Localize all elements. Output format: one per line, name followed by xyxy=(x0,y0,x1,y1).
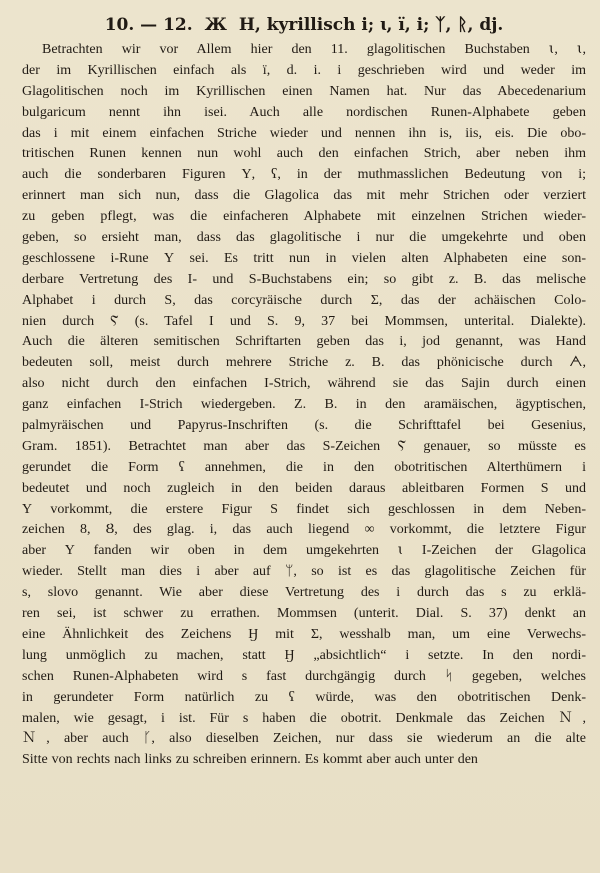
text-line: eine Ähnlichkeit des Zeichens Ӈ mit Σ, wesshalb man, um eine Verwechs- xyxy=(22,626,586,642)
text-line: Sitte von rechts nach links zu schreiben erinnern. Es kommt aber auch unter den xyxy=(22,752,478,768)
heading-letter-variants: H, kyrillisch i; ꙇ, ї, i; ᛉ, ᚱ, dj. xyxy=(238,15,504,35)
text-line: in gerundeter Form natürlich zu ʕ würde, was den obotritischen Denk- xyxy=(22,689,586,705)
text-line: malen, wie gesagt, i ist. Für s haben die obotrit. Denkmale das Zeichen Ｎ, xyxy=(22,710,586,726)
text-line: Ｎ, aber auch ᚴ, also dieselben Zeichen, nur dass sie wiederum an die alte xyxy=(22,731,586,747)
text-line: bulgaricum nennt ihn isei. Auch alle nordischen Runen-Alphabete geben xyxy=(22,104,586,120)
text-line: derbare Vertretung des I- und S-Buchstabens ein; so gibt z. B. das melische xyxy=(22,271,586,287)
text-line: schen Runen-Alphabeten wird s fast durchgängig durch ᛋ gegeben, welches xyxy=(22,668,586,684)
body-paragraph xyxy=(22,40,586,771)
text-line: tritischen Runen kennen nun wohl auch den einfachen Strich, aber neben ihm xyxy=(22,146,586,162)
text-line: also nicht durch den einfachen I-Strich, während sie das Sajin durch einen xyxy=(22,376,586,392)
text-line: der im Kyrillischen einfach als ї, d. i. i geschrieben wird und weder im xyxy=(22,62,586,78)
text-line: zeichen 8, Ȣ, des glag. i, das auch liegend ∞ vorkommt, die letztere Figur xyxy=(22,522,586,538)
text-line: aber Ү fanden wir oben in dem umgekehrten ꙇ I-Zeichen der Glagolica xyxy=(22,543,586,559)
text-line: ren sei, ist schwer zu errathen. Mommsen (unterit. Dial. S. 37) denkt an xyxy=(22,606,586,622)
section-heading xyxy=(22,12,586,38)
text-line: geben, so ersieht man, dass das glagolitische i nur die umgekehrte und oben xyxy=(22,230,586,246)
glagolitic-izhe-glyph: Ж xyxy=(204,15,227,35)
text-line: Ү vorkommt, die erstere Figur S findet sich geschlossen in dem Neben- xyxy=(22,501,586,517)
text-line: palmyräischen und Papyrus-Inschriften (s. die Schrifttafel bei Gesenius, xyxy=(22,418,586,434)
text-line: lung unmöglich zu machen, statt Ӈ „absichtlich“ i setzte. In den nordi- xyxy=(22,647,586,663)
section-number: 10. — 12. xyxy=(104,15,193,35)
text-line: auch die sonderbaren Figuren Ү, ʕ, in der muthmasslichen Bedeutung von i; xyxy=(22,167,586,183)
text-line: Gram. 1851). Betrachtet man aber das S-Zeichen Ⲋ genauer, so müsste es xyxy=(22,438,586,454)
text-line: erinnert man sich nun, dass die Glagolica das mit mehr Strichen oder verziert xyxy=(22,188,586,204)
text-line: geschlossene i-Rune Ү sei. Es tritt nun in vielen alten Alphabeten eine son- xyxy=(22,250,586,266)
text-line: Alphabet i durch S, das corcyräische durch Σ, das der achäischen Colo- xyxy=(22,292,586,308)
text-line: nien durch Ⲋ (s. Tafel I und S. 9, 37 bei Mommsen, unterital. Dialekte). xyxy=(22,313,586,329)
text-line: zu geben pflegt, was die einfacheren Alphabete mit einzelnen Strichen wieder- xyxy=(22,209,586,225)
text-line: Auch die älteren semitischen Schriftarten geben das i, jod genannt, was Hand xyxy=(22,334,586,350)
text-line: das i mit einem einfachen Striche wieder und nennen ihn is, iis, eis. Die obo- xyxy=(22,125,586,141)
text-line: ganz einfachen I-Strich wiedergeben. Z. B. in den aramäischen, ägyptischen, xyxy=(22,397,586,413)
text-line: bedeuten soll, meist durch mehrere Striche z. B. das phönicische durch ᗅ, xyxy=(22,355,586,371)
text-line: s, slovo genannt. Wie aber diese Vertretung des i durch das s zu erklä- xyxy=(22,585,586,601)
text-line: Betrachten wir vor Allem hier den 11. glagolitischen Buchstaben ꙇ, ꙇ, xyxy=(42,42,586,57)
text-line: wieder. Stellt man dies i aber auf ᛘ, so ist es das glagolitische Zeichen für xyxy=(22,564,586,580)
text-line: Glagolitischen noch im Kyrillischen einen Namen hat. Nur das Abecedenarium xyxy=(22,83,586,99)
text-line: bedeutet und noch zugleich in den beiden daraus ableitbaren Formen S und xyxy=(22,480,586,496)
text-line: gerundet die Form ʕ annehmen, die in den obotritischen Alterthümern i xyxy=(22,459,586,475)
